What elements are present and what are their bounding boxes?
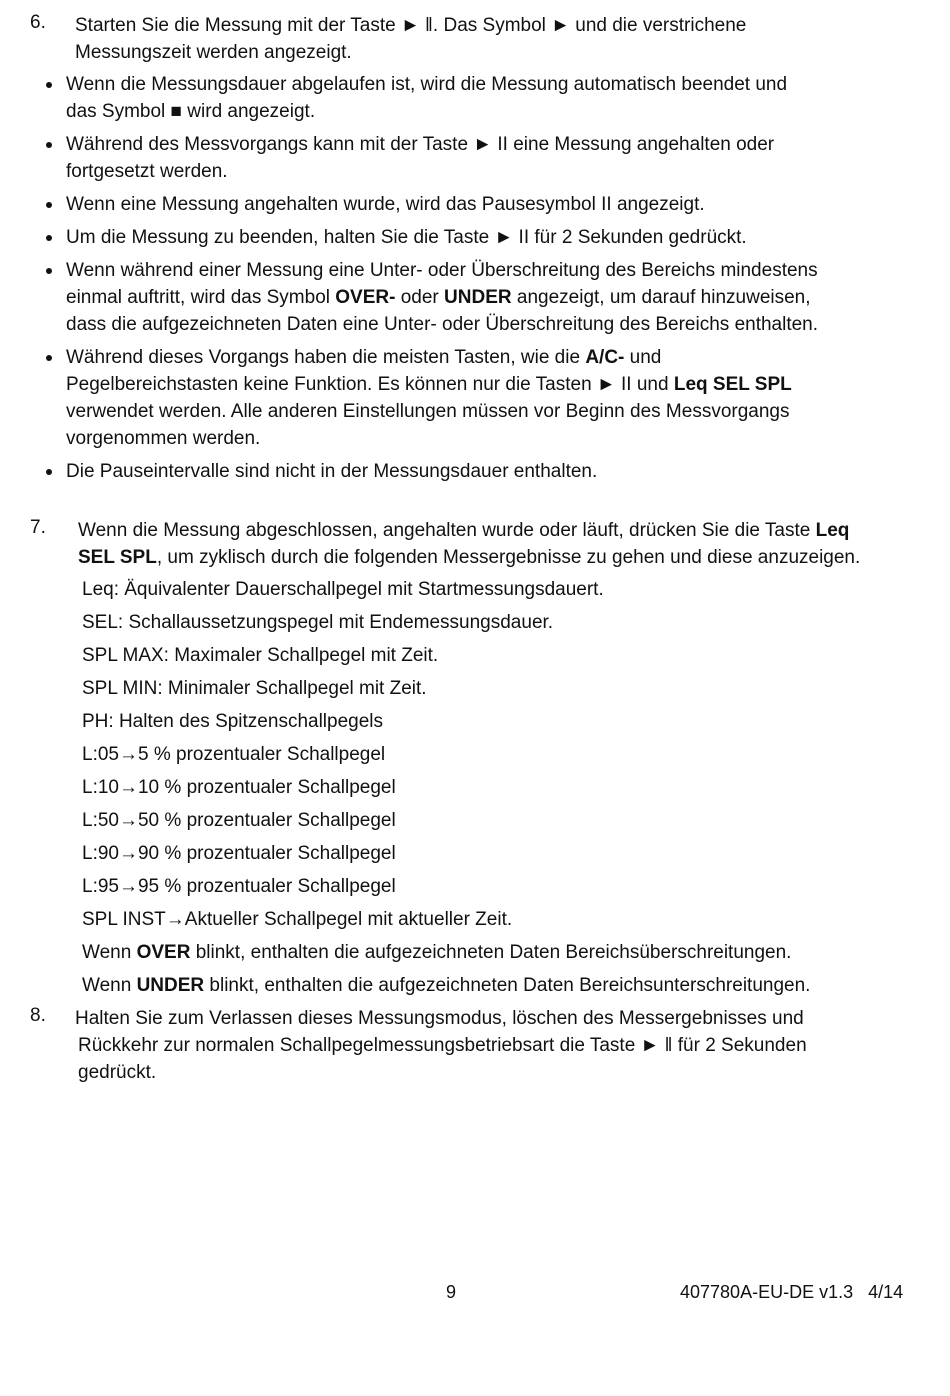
bullet-line: dass die aufgezeichneten Daten eine Unter- oder Überschreitung des Bereichs enthalten.	[66, 314, 819, 335]
step-number: 8.	[30, 1005, 46, 1026]
step-line: SEL SPL, um zyklisch durch die folgenden Messergebnisse zu gehen und diese anzuzeigen.	[78, 547, 861, 568]
results-list	[82, 576, 902, 1005]
step-line: Wenn die Messung abgeschlossen, angehalten wurde oder läuft, drücken Sie die Taste Leq	[78, 520, 850, 541]
step-line: Messungszeit werden angezeigt.	[75, 42, 352, 63]
result-line: L:05→5 % prozentualer Schallpegel	[82, 744, 386, 765]
step-number: 7.	[30, 517, 46, 538]
step-6-bullets	[66, 71, 906, 491]
under-note: Wenn UNDER blinkt, enthalten die aufgezeichneten Daten Bereichsunterschreitungen.	[82, 975, 811, 996]
result-line: L:90→90 % prozentualer Schallpegel	[82, 843, 396, 864]
step-line: Halten Sie zum Verlassen dieses Messungsmodus, löschen des Messergebnisses und	[75, 1008, 804, 1029]
result-line: L:50→50 % prozentualer Schallpegel	[82, 810, 396, 831]
bullet-item	[66, 224, 906, 251]
document-id: 407780A-EU-DE v1.3 4/14	[680, 1282, 904, 1302]
page-number: 9	[446, 1282, 457, 1302]
bullet-item	[66, 257, 906, 338]
result-line: Leq: Äquivalenter Dauerschallpegel mit Startmessungsdauert.	[82, 579, 604, 600]
result-line: SPL MAX: Maximaler Schallpegel mit Zeit.	[82, 645, 439, 666]
result-line: SEL: Schallaussetzungspegel mit Endemessungsdauer.	[82, 612, 554, 633]
bullet-line: Während des Messvorgangs kann mit der Taste ► II eine Messung angehalten oder	[66, 134, 775, 155]
bullet-item	[66, 71, 906, 125]
result-line: PH: Halten des Spitzenschallpegels	[82, 711, 384, 732]
bullet-item	[66, 344, 906, 452]
step-text	[78, 517, 910, 571]
bullet-line: Die Pauseintervalle sind nicht in der Messungsdauer enthalten.	[66, 461, 598, 482]
bullet-line: Wenn eine Messung angehalten wurde, wird das Pausesymbol II angezeigt.	[66, 194, 705, 215]
bullet-item	[66, 131, 906, 185]
bullet-item	[66, 458, 906, 485]
result-line: L:95→95 % prozentualer Schallpegel	[82, 876, 396, 897]
result-line: SPL MIN: Minimaler Schallpegel mit Zeit.	[82, 678, 427, 699]
bullet-line: Pegelbereichstasten keine Funktion. Es können nur die Tasten ► II und Leq SEL SPL	[66, 374, 792, 395]
bullet-line: verwendet werden. Alle anderen Einstellungen müssen vor Beginn des Messvorgangs	[66, 401, 790, 422]
step-line: Rückkehr zur normalen Schallpegelmessungsbetriebsart die Taste ► ‖ für 2 Sekunden	[78, 1035, 807, 1056]
bullet-line: das Symbol ■ wird angezeigt.	[66, 101, 316, 122]
step-text	[75, 1005, 910, 1086]
step-number: 6.	[30, 12, 46, 33]
step-line: Starten Sie die Messung mit der Taste ► ‖. Das Symbol ► und die verstrichene	[75, 15, 747, 36]
bullet-line: Wenn die Messungsdauer abgelaufen ist, wird die Messung automatisch beendet und	[66, 74, 788, 95]
step-text	[75, 12, 910, 66]
bullet-line: Wenn während einer Messung eine Unter- oder Überschreitung des Bereichs mindestens	[66, 260, 818, 281]
bullet-item	[66, 191, 906, 218]
bullet-line: Während dieses Vorgangs haben die meisten Tasten, wie die A/C- und	[66, 347, 662, 368]
over-note: Wenn OVER blinkt, enthalten die aufgezeichneten Daten Bereichsüberschreitungen.	[82, 942, 792, 963]
bullet-line: einmal auftritt, wird das Symbol OVER- oder UNDER angezeigt, um darauf hinzuweisen,	[66, 287, 811, 308]
result-line: SPL INST→Aktueller Schallpegel mit aktueller Zeit.	[82, 909, 513, 930]
result-line: L:10→10 % prozentualer Schallpegel	[82, 777, 396, 798]
bullet-line: Um die Messung zu beenden, halten Sie die Taste ► II für 2 Sekunden gedrückt.	[66, 227, 747, 248]
bullet-line: fortgesetzt werden.	[66, 161, 228, 182]
bullet-line: vorgenommen werden.	[66, 428, 261, 449]
step-line: gedrückt.	[78, 1062, 157, 1083]
